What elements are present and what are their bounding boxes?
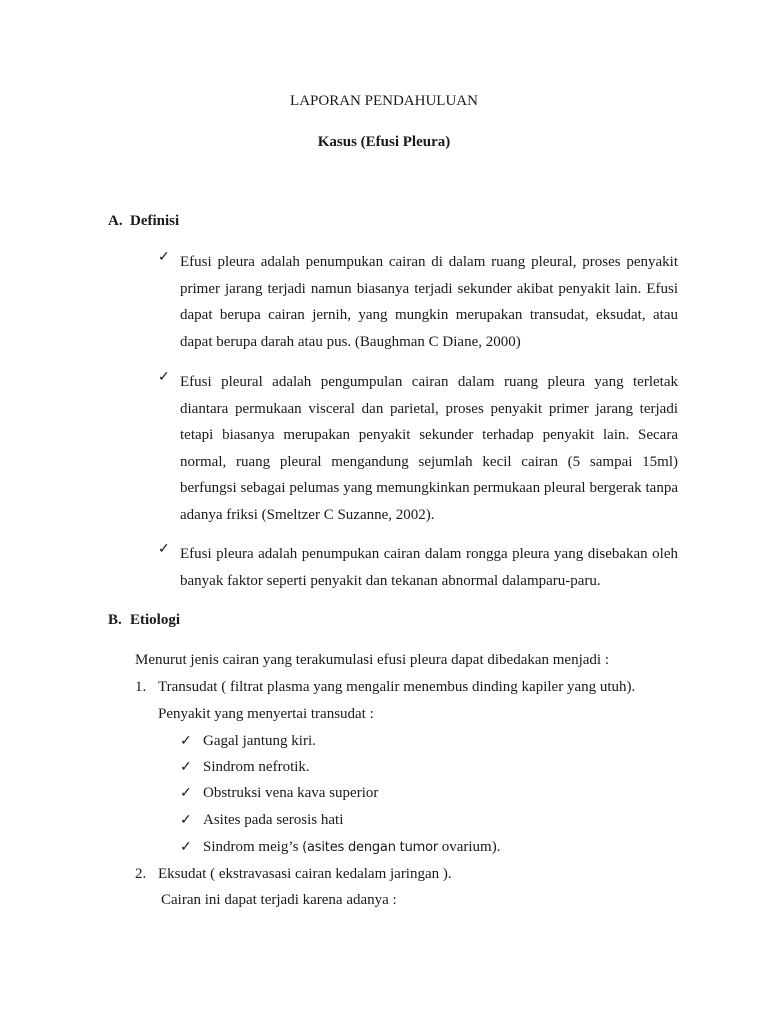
list-item-text: Sindrom nefrotik. [203, 759, 310, 775]
definition-item [158, 249, 678, 355]
section-title: Etiologi [130, 612, 181, 628]
list-item-text: Asites pada serosis hati [203, 812, 344, 828]
list-item [180, 785, 378, 802]
list-item-text-c: ovarium). [441, 839, 501, 855]
etiologi-intro: Menurut jenis cairan yang terakumulasi efusi pleura dapat dibedakan menjadi : [135, 652, 610, 668]
transudat-subheading: Penyakit yang menyertai transudat : [158, 706, 374, 722]
list-item-text: Obstruksi vena kava superior [203, 785, 379, 801]
list-item [180, 759, 310, 776]
list-item-text: Gagal jantung kiri. [203, 733, 316, 749]
checkmark-icon: ✓ [180, 813, 192, 828]
checkmark-icon: ✓ [158, 250, 170, 265]
list-item [180, 839, 500, 856]
section-title: Definisi [130, 213, 180, 229]
eksudat-subheading: Cairan ini dapat terjadi karena adanya : [161, 892, 397, 908]
section-heading-definisi [108, 213, 179, 230]
document-title: LAPORAN PENDAHULUAN [290, 93, 478, 109]
definition-item [158, 369, 678, 528]
definition-text: Efusi pleural adalah pengumpulan cairan dalam ruang pleura yang terletak diantara permukaan visceral dan parietal, proses penyakit primer jarang terjadi tetapi biasanya merupakan penyakit sekunder terhadap penyakit lain. Secara normal, ruang pleural mengandung sejumlah kecil cairan (5 sampai 15ml) berfungsi sebagai pelumas yang memungkinkan permukaan pleural bergerak tanpa adanya friksi (Smeltzer C Suzanne, 2002). [180, 374, 678, 523]
section-letter: B. [108, 612, 122, 628]
list-item [180, 733, 316, 750]
list-item [180, 812, 343, 829]
checkmark-icon: ✓ [180, 786, 192, 801]
checkmark-icon: ✓ [180, 734, 192, 749]
list-item-text-b: (asites dengan tumor [302, 840, 438, 855]
checkmark-icon: ✓ [158, 370, 170, 385]
list-item-text-a: Sindrom meig’s [203, 839, 299, 855]
document-subtitle: Kasus (Efusi Pleura) [317, 134, 451, 150]
definition-item [158, 541, 678, 594]
transudat-text: Transudat ( filtrat plasma yang mengalir menembus dinding kapiler yang utuh). [158, 679, 636, 695]
eksudat-text: Eksudat ( ekstravasasi cairan kedalam jaringan ). [158, 866, 452, 882]
checkmark-icon: ✓ [180, 840, 192, 855]
section-heading-etiologi [108, 612, 180, 629]
list-number: 2. [135, 866, 147, 882]
checkmark-icon: ✓ [158, 542, 170, 557]
definition-text: Efusi pleura adalah penumpukan cairan dalam rongga pleura yang disebakan oleh banyak faktor seperti penyakit dan tekanan abnormal dalamparu-paru. [180, 546, 678, 589]
definition-text: Efusi pleura adalah penumpukan cairan di dalam ruang pleural, proses penyakit primer jarang terjadi namun biasanya terjadi sekunder akibat penyakit lain. Efusi dapat berupa cairan jernih, yang mungkin merupakan transudat, eksudat, atau dapat berupa darah atau pus. (Baughman C Diane, 2000) [180, 254, 678, 350]
section-letter: A. [108, 213, 123, 229]
list-number: 1. [135, 679, 147, 695]
checkmark-icon: ✓ [180, 760, 192, 775]
